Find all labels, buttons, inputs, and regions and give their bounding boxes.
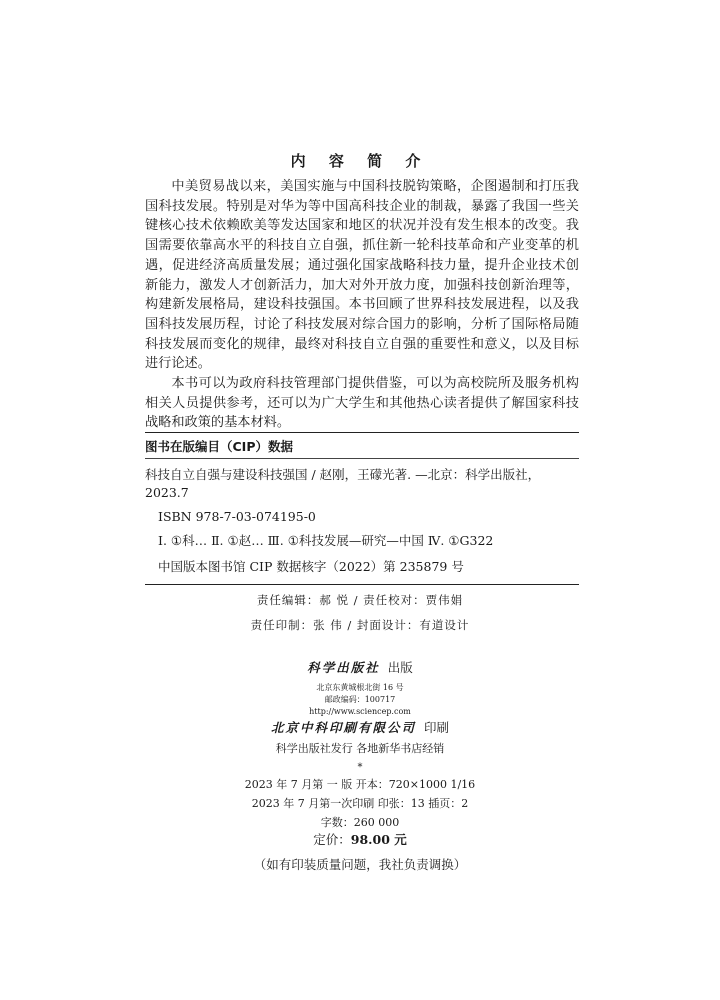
staff-line-production: 责任印制：张 伟 / 封面设计：有道设计 [250, 618, 470, 632]
cip-classification: Ⅰ. ①科… Ⅱ. ①赵… Ⅲ. ①科技发展—研究—中国 Ⅳ. ①G322 [158, 533, 494, 548]
abstract-paragraph-2: 本书可以为政府科技管理部门提供借鉴，可以为高校院所及服务机构相关人员提供参考，还可以为广大学生和其他热心读者提供了解国家科技战略和政策的基本材料。 [145, 376, 579, 431]
price-line [0, 832, 720, 848]
publisher-line [0, 660, 720, 676]
price-label: 定价： [313, 832, 351, 847]
cip-title-line: 科技自立自强与建设科技强国 / 赵刚，王礞光著. —北京：科学出版社，2023.7 [145, 467, 541, 500]
publisher-url: http://www.sciencep.com [309, 707, 411, 716]
publisher-name: 科学出版社 [307, 660, 380, 675]
cip-heading: 图书在版编目（CIP）数据 [145, 439, 293, 454]
publisher-address: 北京东黄城根北街 16 号 [316, 683, 404, 692]
cip-heading-divider [145, 458, 579, 459]
cip-isbn: ISBN 978-7-03-074195-0 [158, 509, 316, 524]
publisher-action: 出版 [387, 660, 413, 675]
abstract-body [145, 177, 579, 433]
quality-notice: （如有印装质量问题，我社负责调换） [253, 857, 467, 872]
cip-bottom-divider [145, 584, 579, 585]
printing-line: 2023 年 7 月第一次印刷 印张：13 插页：2 [251, 797, 469, 810]
abstract-title: 内 容 简 介 [290, 152, 430, 170]
publisher-postal: 邮政编码：100717 [324, 695, 396, 704]
separator-star: * [357, 762, 363, 773]
edition-line: 2023 年 7 月第 一 版 开本：720×1000 1/16 [244, 778, 476, 791]
cip-top-divider [145, 432, 579, 433]
cip-number: 中国版本图书馆 CIP 数据核字（2022）第 235879 号 [158, 559, 464, 574]
printer-action: 印刷 [424, 720, 450, 735]
printer-line [0, 720, 720, 736]
word-count: 字数：260 000 [320, 816, 400, 829]
price-value: 98.00 元 [350, 832, 407, 847]
abstract-paragraph-1: 中美贸易战以来，美国实施与中国科技脱钩策略，企图遏制和打压我国科技发展。特别是对华为等中国高科技企业的制裁，暴露了我国一些关键核心技术依赖欧美等发达国家和地区的状况并没有发生根本的改变。我国需要依靠高水平的科技自立自强，抓住新一轮科技革命和产业变革的机遇，促进经济高质量发展；通过强化国家战略科技力量，提升企业技术创新能力，激发人才创新活力，加大对外开放力度，加强科技创新治理等，构建新发展格局，建设科技强国。本书回顾了世界科技发展进程，以及我国科技发展历程，讨论了科技发展对综合国力的影响，分析了国际格局随科技发展而变化的规律，最终对科技自立自强的重要性和意义，以及目标进行论述。 [145, 179, 579, 372]
staff-line-editors: 责任编辑：郝 悦 / 责任校对：贾伟娟 [256, 593, 464, 607]
distribution-line: 科学出版社发行 各地新华书店经销 [275, 742, 445, 755]
printer-name: 北京中科印刷有限公司 [270, 720, 416, 735]
